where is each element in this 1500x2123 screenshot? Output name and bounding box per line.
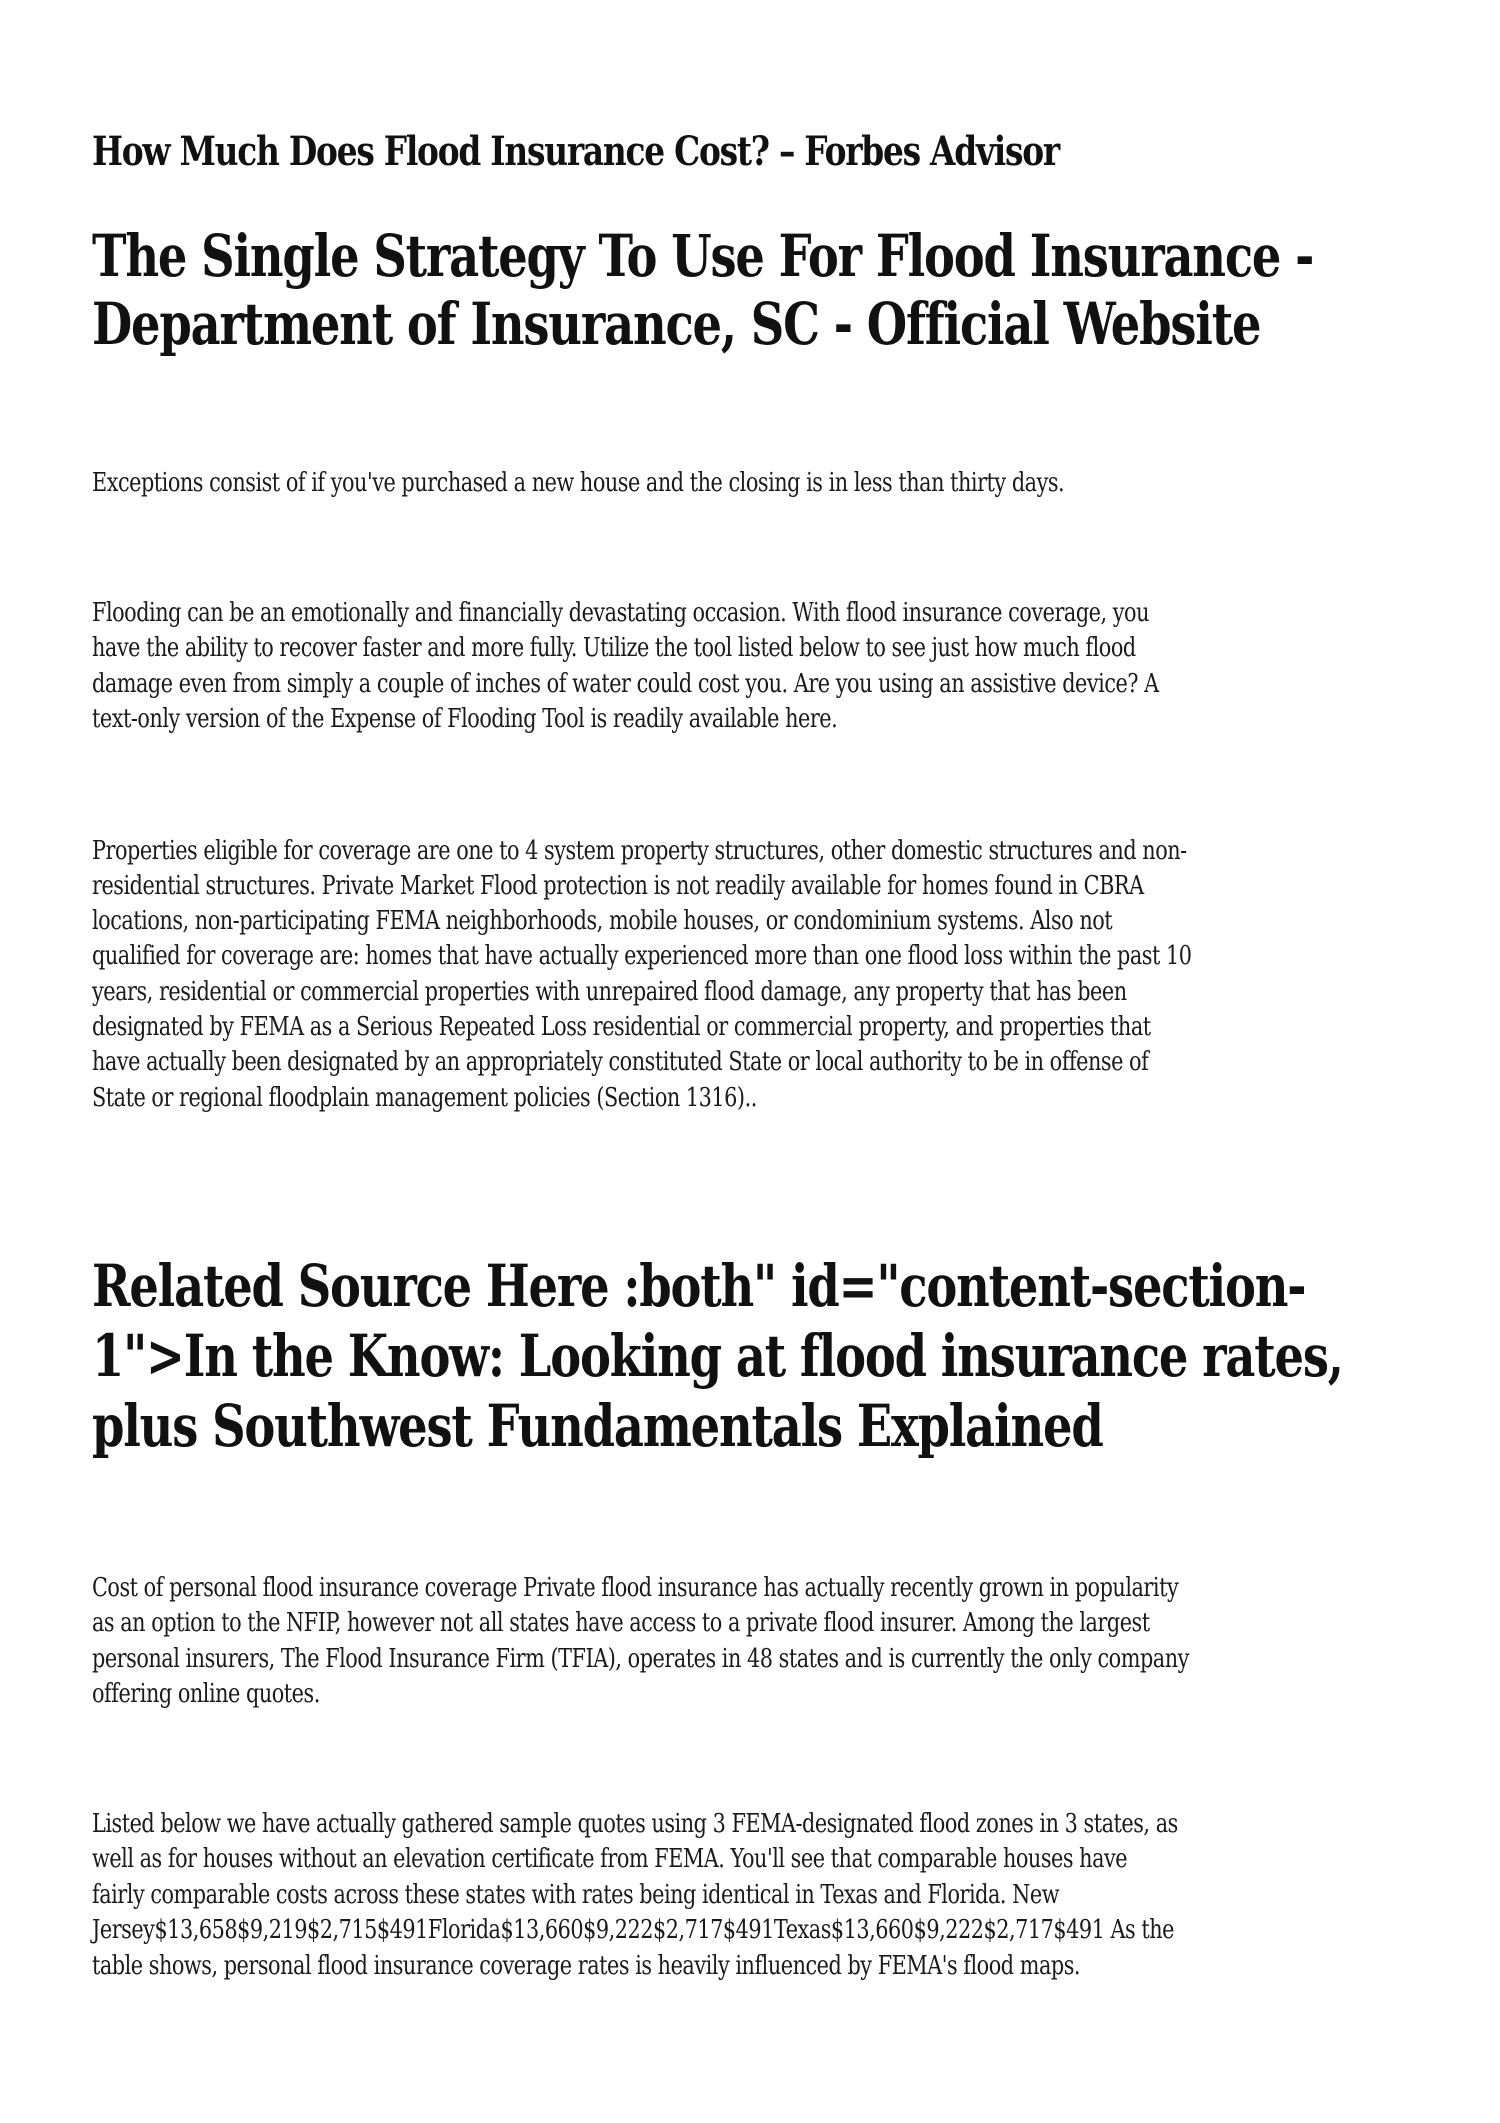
heading-1-line: The Single Strategy To Use For Flood Insurance - xyxy=(92,222,1314,290)
paragraph-line: offering online quotes. xyxy=(92,1679,320,1709)
paragraph-line: personal insurers, The Flood Insurance Firm (TFIA), operates in 48 states and is currently the only company xyxy=(92,1644,1189,1674)
paragraph-line: have the ability to recover faster and more fully. Utilize the tool listed below to see just how much flood xyxy=(92,633,1136,663)
paragraph-line: Cost of personal flood insurance coverage Private flood insurance has actually recently grown in popularity xyxy=(92,1573,1179,1603)
paragraph-line: State or regional floodplain management policies (Section 1316).. xyxy=(92,1083,757,1113)
heading-2-line: Related Source Here :both" id="content-section- xyxy=(92,1252,1306,1320)
paragraph-line: text-only version of the Expense of Flooding Tool is readily available here. xyxy=(92,704,838,734)
heading-1-line: Department of Insurance, SC - Official Website xyxy=(92,290,1261,358)
paragraph-line: locations, non-participating FEMA neighborhoods, mobile houses, or condominium systems. Also not xyxy=(92,906,1113,936)
paragraph-line: damage even from simply a couple of inches of water could cost you. Are you using an assistive device? A xyxy=(92,669,1159,699)
paragraph-line: residential structures. Private Market Flood protection is not readily available for homes found in CBRA xyxy=(92,871,1144,901)
heading-2-line: plus Southwest Fundamentals Explained xyxy=(92,1392,1103,1460)
paragraph-line: Flooding can be an emotionally and financially devastating occasion. With flood insurance coverage, you xyxy=(92,598,1149,628)
heading-2-line: 1">In the Know: Looking at flood insurance rates, xyxy=(92,1322,1343,1390)
paragraph-line: Listed below we have actually gathered sample quotes using 3 FEMA-designated flood zones in 3 states, as xyxy=(92,1809,1178,1839)
paragraph-line: designated by FEMA as a Serious Repeated Loss residential or commercial property, and properties that xyxy=(92,1012,1151,1042)
paragraph-line: years, residential or commercial properties with unrepaired flood damage, any property that has been xyxy=(92,977,1127,1007)
paragraph-line: table shows, personal flood insurance coverage rates is heavily influenced by FEMA's flood maps. xyxy=(92,1951,1081,1981)
paragraph-line: Exceptions consist of if you've purchased a new house and the closing is in less than thirty days. xyxy=(92,468,1065,498)
paragraph-line: as an option to the NFIP, however not all states have access to a private flood insurer. Among the largest xyxy=(92,1608,1150,1638)
paragraph-line: Properties eligible for coverage are one to 4 system property structures, other domestic structures and non- xyxy=(92,836,1187,866)
paragraph-line: have actually been designated by an appropriately constituted State or local authority to be in offense of xyxy=(92,1047,1149,1077)
paragraph-line: qualified for coverage are: homes that have actually experienced more than one flood loss within the past 10 xyxy=(92,941,1192,971)
paragraph-line: Jersey$13,658$9,219$2,715$491Florida$13,660$9,222$2,717$491Texas$13,660$9,222$2,717$491 As the xyxy=(92,1915,1175,1945)
paragraph-line: fairly comparable costs across these states with rates being identical in Texas and Florida. New xyxy=(92,1880,1060,1910)
page-title: How Much Does Flood Insurance Cost? – Forbes Advisor xyxy=(92,128,1059,175)
paragraph-line: well as for houses without an elevation certificate from FEMA. You'll see that comparable houses have xyxy=(92,1844,1128,1874)
